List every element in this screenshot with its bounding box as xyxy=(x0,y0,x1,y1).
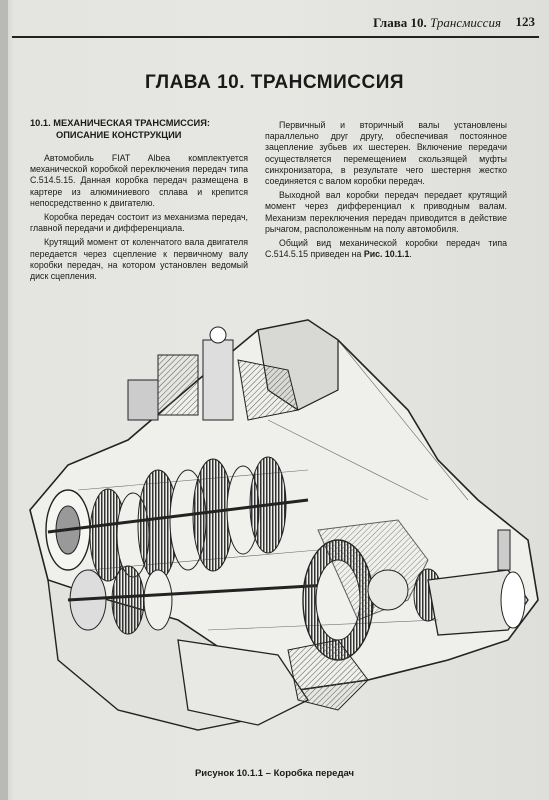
left-column xyxy=(30,117,248,285)
gearbox-illustration xyxy=(8,300,548,755)
paragraph-figure-reference xyxy=(265,238,507,260)
paragraph: Автомобиль FIAT Albea комплектуется механической коробкой переключения передач типа С.514.5.15. Данная коробка передач размещена в картере из алюминиевого сплава и крепится непосредственно к двигателю. xyxy=(30,153,248,208)
header-rule xyxy=(12,36,539,38)
header-chapter-label: Глава 10. xyxy=(373,15,427,30)
figure-reference-link[interactable]: Рис. 10.1.1 xyxy=(363,249,410,260)
section-title-line-2: ОПИСАНИЕ КОНСТРУКЦИИ xyxy=(56,130,182,140)
chapter-title: ГЛАВА 10. ТРАНСМИССИЯ xyxy=(144,72,405,93)
header-chapter xyxy=(373,15,501,31)
reference-text: Общий вид механической коробки передач типа С.514.5.15 приведен на xyxy=(265,238,507,260)
page-number: 123 xyxy=(515,14,535,29)
paragraph: Крутящий момент от коленчатого вала двигателя передается через сцепление к первичному валу коробки передач, на котором установлен ведомый диск сцепления. xyxy=(30,237,248,282)
running-header xyxy=(0,14,549,38)
header-chapter-name: Трансмиссия xyxy=(429,15,501,30)
right-column xyxy=(265,120,507,263)
paragraph: Выходной вал коробки передач передает крутящий момент через дифференциал к приводным валам. Механизм переключения передач приводится в действие рычагом, расположенным на полу автомобиля. xyxy=(265,190,507,234)
paragraph: Первичный и вторичный валы установлены параллельно друг другу, обеспечивая постоянное зацепление зубьев их шестерен. Включение передачи осуществляется перемещением скользящей муфты синхронизатора, в результате чего шестерня жестко соединяется с валом коробки передач. xyxy=(265,120,507,187)
section-title xyxy=(30,117,248,141)
figure-caption: Рисунок 10.1.1 – Коробка передач xyxy=(194,768,355,779)
page-binding-edge xyxy=(0,0,8,800)
paragraph: Коробка передач состоит из механизма передач, главной передачи и дифференциала. xyxy=(30,212,248,234)
section-title-line-1: 10.1. МЕХАНИЧЕСКАЯ ТРАНСМИССИЯ: xyxy=(30,118,211,128)
reference-end: . xyxy=(409,249,412,260)
